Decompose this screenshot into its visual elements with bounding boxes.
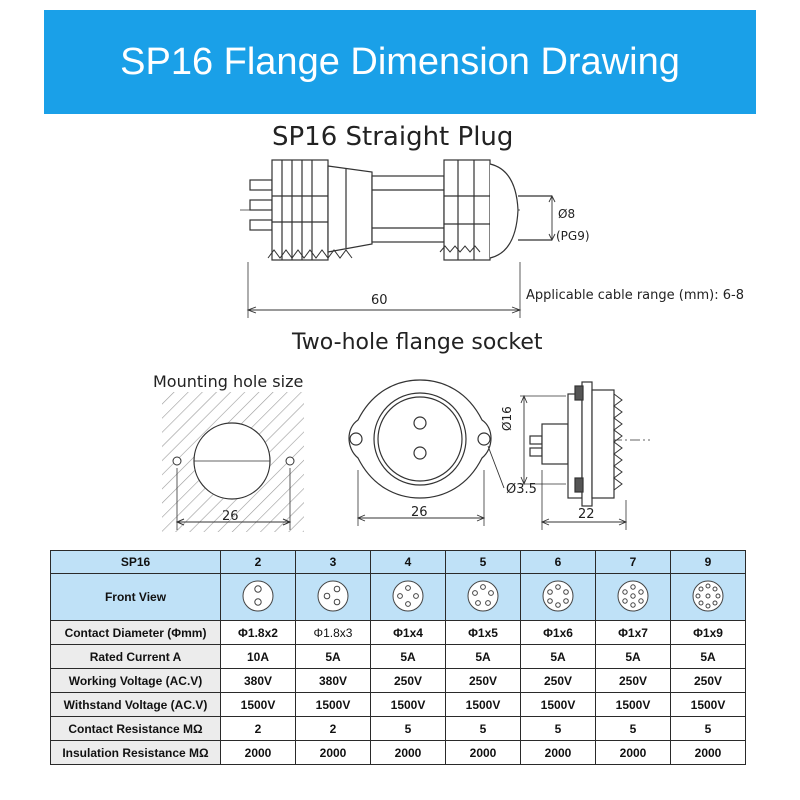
pin-layout-5: [446, 574, 521, 621]
table-cell: 1500V: [296, 693, 371, 717]
pin-layout-3: [296, 574, 371, 621]
flange-front-drawing: [349, 380, 504, 526]
header-cell: SP16: [51, 551, 221, 574]
table-cell: 2000: [521, 741, 596, 765]
pin-layout-9: [671, 574, 746, 621]
table-cell: 2000: [671, 741, 746, 765]
table-cell: 380V: [221, 669, 296, 693]
table-cell: 250V: [671, 669, 746, 693]
table-cell: 250V: [521, 669, 596, 693]
header-cell: 6: [521, 551, 596, 574]
table-header-row: [51, 551, 746, 574]
row-label: Rated Current A: [51, 645, 221, 669]
front-view-row: [51, 574, 746, 621]
flange-side-drawing: [520, 382, 650, 530]
header-cell: 7: [596, 551, 671, 574]
table-row: [51, 693, 746, 717]
table-cell: 5A: [671, 645, 746, 669]
table-cell: 250V: [371, 669, 446, 693]
header-cell: 2: [221, 551, 296, 574]
plug-length-label: 60: [371, 293, 388, 308]
table-cell: 250V: [446, 669, 521, 693]
plug-diameter-label: Ø8: [558, 207, 576, 221]
table-cell: 5: [671, 717, 746, 741]
mounting-hole-drawing: [162, 392, 304, 532]
table-cell: 2: [296, 717, 371, 741]
row-label: Working Voltage (AC.V): [51, 669, 221, 693]
cable-range-label: Applicable cable range (mm): 6-8: [526, 288, 744, 303]
pin-layout-6: [521, 574, 596, 621]
table-row: [51, 645, 746, 669]
table-row: [51, 621, 746, 645]
table-cell: 1500V: [446, 693, 521, 717]
table-cell: 2000: [446, 741, 521, 765]
table-cell: 2: [221, 717, 296, 741]
table-row: [51, 717, 746, 741]
pin-layout-4: [371, 574, 446, 621]
table-cell: 10A: [221, 645, 296, 669]
table-cell: 1500V: [221, 693, 296, 717]
socket-title: Two-hole flange socket: [292, 330, 543, 355]
header-cell: 9: [671, 551, 746, 574]
table-cell: 2000: [296, 741, 371, 765]
row-label: Contact Diameter (Φmm): [51, 621, 221, 645]
front-spacing-label: 26: [411, 505, 428, 520]
table-cell: 5A: [596, 645, 671, 669]
table-cell: 1500V: [371, 693, 446, 717]
table-cell: Φ1x6: [521, 621, 596, 645]
header-cell: 5: [446, 551, 521, 574]
table-cell: Φ1x9: [671, 621, 746, 645]
table-cell: 250V: [596, 669, 671, 693]
table-cell: 5A: [446, 645, 521, 669]
straight-plug-drawing: [240, 160, 555, 318]
header-cell: 4: [371, 551, 446, 574]
table-cell: 5: [521, 717, 596, 741]
row-label: Contact Resistance MΩ: [51, 717, 221, 741]
table-cell: 1500V: [671, 693, 746, 717]
table-cell: 1500V: [596, 693, 671, 717]
table-cell: 5: [371, 717, 446, 741]
table-cell: 2000: [596, 741, 671, 765]
table-cell: 5A: [296, 645, 371, 669]
row-label: Insulation Resistance MΩ: [51, 741, 221, 765]
row-label: Withstand Voltage (AC.V): [51, 693, 221, 717]
table-cell: Φ1x4: [371, 621, 446, 645]
page-title: SP16 Flange Dimension Drawing: [120, 41, 680, 83]
spec-table: [50, 550, 746, 765]
table-cell: Φ1.8x2: [221, 621, 296, 645]
table-cell: 380V: [296, 669, 371, 693]
table-cell: Φ1.8x3: [296, 621, 371, 645]
mounting-title: Mounting hole size: [153, 372, 304, 391]
front-view-label: Front View: [51, 574, 221, 621]
table-cell: 1500V: [521, 693, 596, 717]
table-cell: 5: [596, 717, 671, 741]
pin-layout-2: [221, 574, 296, 621]
pin-layout-7: [596, 574, 671, 621]
plug-pg-label: (PG9): [556, 229, 590, 243]
table-cell: 5: [446, 717, 521, 741]
side-length-label: 22: [578, 507, 595, 522]
table-cell: Φ1x7: [596, 621, 671, 645]
table-cell: 2000: [221, 741, 296, 765]
table-row: [51, 741, 746, 765]
table-row: [51, 669, 746, 693]
table-cell: 2000: [371, 741, 446, 765]
side-diameter-label: Ø16: [500, 406, 514, 431]
table-cell: 5A: [521, 645, 596, 669]
table-cell: Φ1x5: [446, 621, 521, 645]
table-cell: 5A: [371, 645, 446, 669]
hole-diameter-label: Ø3.5: [506, 482, 537, 497]
plug-title: SP16 Straight Plug: [272, 122, 514, 152]
header-cell: 3: [296, 551, 371, 574]
